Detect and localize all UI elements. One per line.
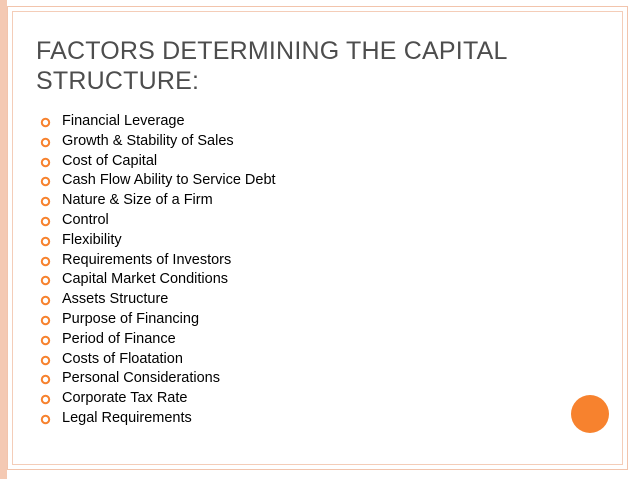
ring-bullet-icon: [40, 275, 51, 286]
bullet-text: Requirements of Investors: [62, 251, 232, 268]
bullet-item: [38, 350, 276, 370]
bullet-text: Nature & Size of a Firm: [62, 192, 213, 209]
bullet-text: Capital Market Conditions: [62, 271, 229, 288]
bullet-item: [38, 270, 276, 290]
ring-bullet-icon: [40, 117, 51, 128]
bullet-item: [38, 330, 276, 350]
bullet-item: [38, 152, 276, 172]
bullet-list: [38, 112, 276, 429]
bullet-text: Personal Considerations: [62, 370, 220, 387]
bullet-item: [38, 231, 276, 251]
ring-bullet-icon: [40, 335, 51, 346]
ring-bullet-icon: [40, 414, 51, 425]
bullet-text: Financial Leverage: [62, 113, 185, 129]
bullet-item: [38, 389, 276, 409]
ring-bullet-icon: [40, 157, 51, 168]
bullet-item: [38, 171, 276, 191]
bullet-item: [38, 290, 276, 310]
orange-circle-decoration: [571, 395, 609, 433]
ring-bullet-icon: [40, 256, 51, 267]
ring-bullet-icon: [40, 176, 51, 187]
bullet-item: [38, 369, 276, 389]
ring-bullet-icon: [40, 355, 51, 366]
bullet-text: Cost of Capital: [62, 152, 158, 169]
bullet-item: [38, 310, 276, 330]
bullet-text: Cash Flow Ability to Service Debt: [62, 172, 276, 189]
slide-title: FACTORS DETERMINING THE CAPITAL STRUCTURE:: [36, 37, 507, 95]
bullet-text: Period of Finance: [62, 330, 176, 347]
left-accent-band: [0, 0, 7, 479]
ring-bullet-icon: [40, 137, 51, 148]
bullet-item: [38, 211, 276, 231]
bullet-text: Purpose of Financing: [62, 310, 200, 327]
bullet-item: [38, 191, 276, 211]
bullet-text: Flexibility: [62, 231, 122, 248]
ring-bullet-icon: [40, 394, 51, 405]
bullet-item: [38, 251, 276, 271]
ring-bullet-icon: [40, 196, 51, 207]
bullet-item: [38, 409, 276, 429]
bullet-text: Growth & Stability of Sales: [62, 132, 234, 149]
bullet-item: [38, 132, 276, 152]
ring-bullet-icon: [40, 374, 51, 385]
bullet-item: [38, 112, 276, 132]
ring-bullet-icon: [40, 236, 51, 247]
ring-bullet-icon: [40, 295, 51, 306]
bullet-text: Costs of Floatation: [62, 350, 183, 367]
bullet-text: Assets Structure: [62, 291, 169, 308]
bullet-text: Legal Requirements: [62, 409, 192, 426]
ring-bullet-icon: [40, 216, 51, 227]
bullet-text: Control: [62, 211, 109, 228]
ring-bullet-icon: [40, 315, 51, 326]
bullet-text: Corporate Tax Rate: [62, 390, 188, 407]
